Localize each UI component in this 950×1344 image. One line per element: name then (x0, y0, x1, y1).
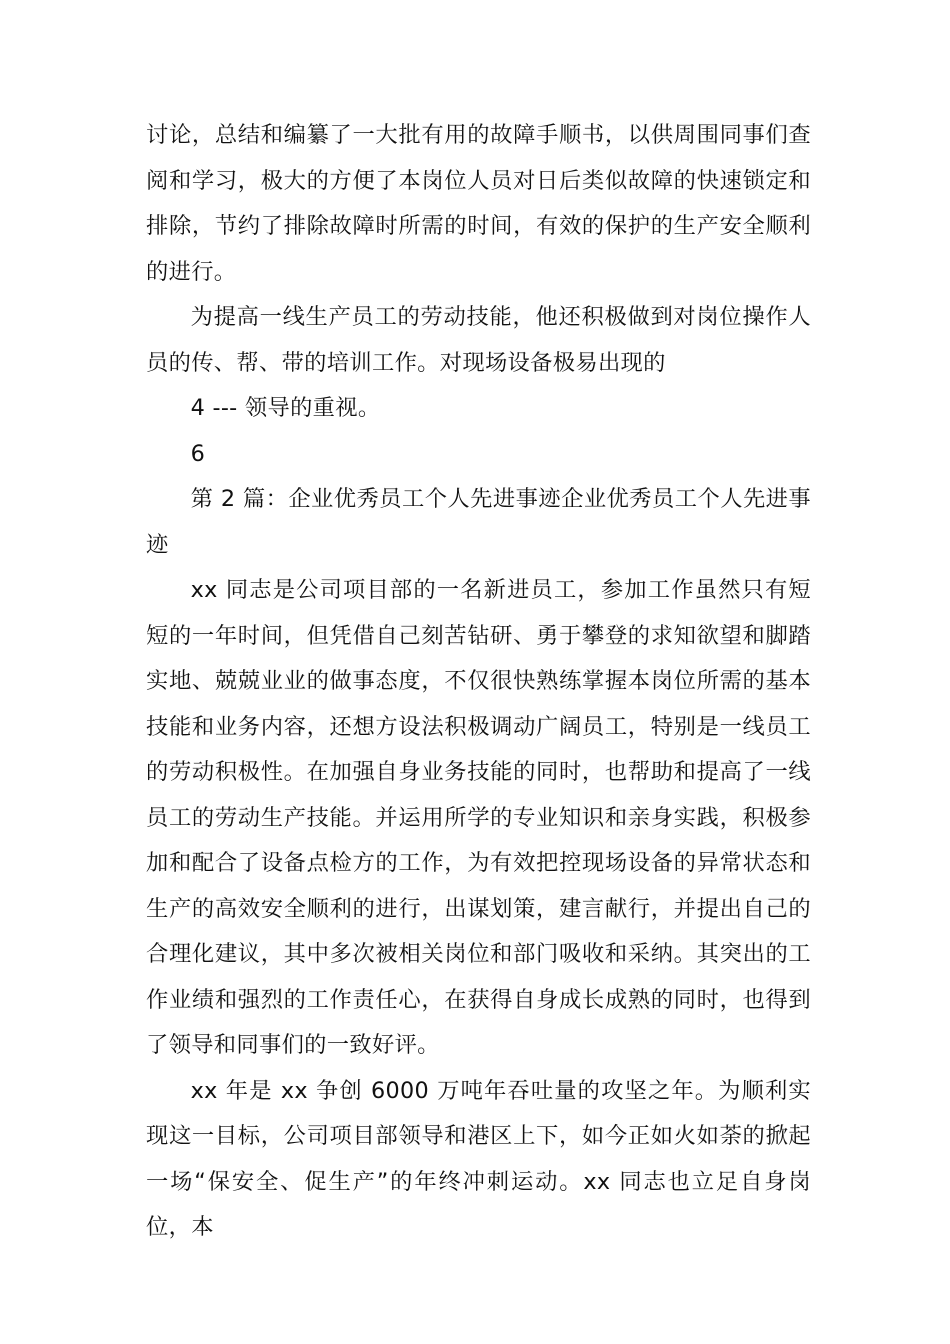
section-heading: 第 2 篇：企业优秀员工个人先进事迹企业优秀员工个人先进事迹 (146, 486, 811, 558)
paragraph-profile: xx 同志是公司项目部的一名新进员工，参加工作虽然只有短短的一年时间，但凭借自己刻苦钻研、勇于攀登的求知欲望和脚踏实地、兢兢业业的做事态度，不仅很快熟练掌握本岗位所需的基本技能和业务内容，还想方设法积极调动广阔员工，特别是一线员工的劳动积极性。在加强自身业务技能的同时，也帮助和提高了一线员工的劳动生产技能。并运用所学的专业知识和亲身实践，积极参加和配合了设备点检方的工作，为有效把控现场设备的异常状态和生产的高效安全顺利的进行，出谋划策，建言献行，并提出自己的合理化建议，其中多次被相关岗位和部门吸收和采纳。其突出的工作业绩和强烈的工作责任心，在获得自身成长成熟的同时，也得到了领导和同事们的一致好评。 (146, 577, 811, 1058)
document-body (146, 113, 811, 1251)
paragraph-training: 为提高一线生产员工的劳动技能，他还积极做到对岗位操作人员的传、帮、带的培训工作。对现场设备极易出现的 (146, 304, 811, 376)
page-number-text: 6 (190, 440, 206, 467)
paragraph-continuation: 讨论，总结和编纂了一大批有用的故障手顺书，以供周围同事们查阅和学习，极大的方便了本岗位人员对日后类似故障的快速锁定和排除，节约了排除故障时所需的时间，有效的保护的生产安全顺利的进行。 (146, 122, 811, 285)
paragraph-goal: xx 年是 xx 争创 6000 万吨年吞吐量的攻坚之年。为顺利实现这一目标，公司项目部领导和港区上下，如今正如火如荼的掀起一场“保安全、促生产”的年终冲刺运动。xx 同志也立足自身岗位，本 (146, 1077, 811, 1240)
paragraph-fragment: 4 --- 领导的重视。 (190, 395, 381, 421)
